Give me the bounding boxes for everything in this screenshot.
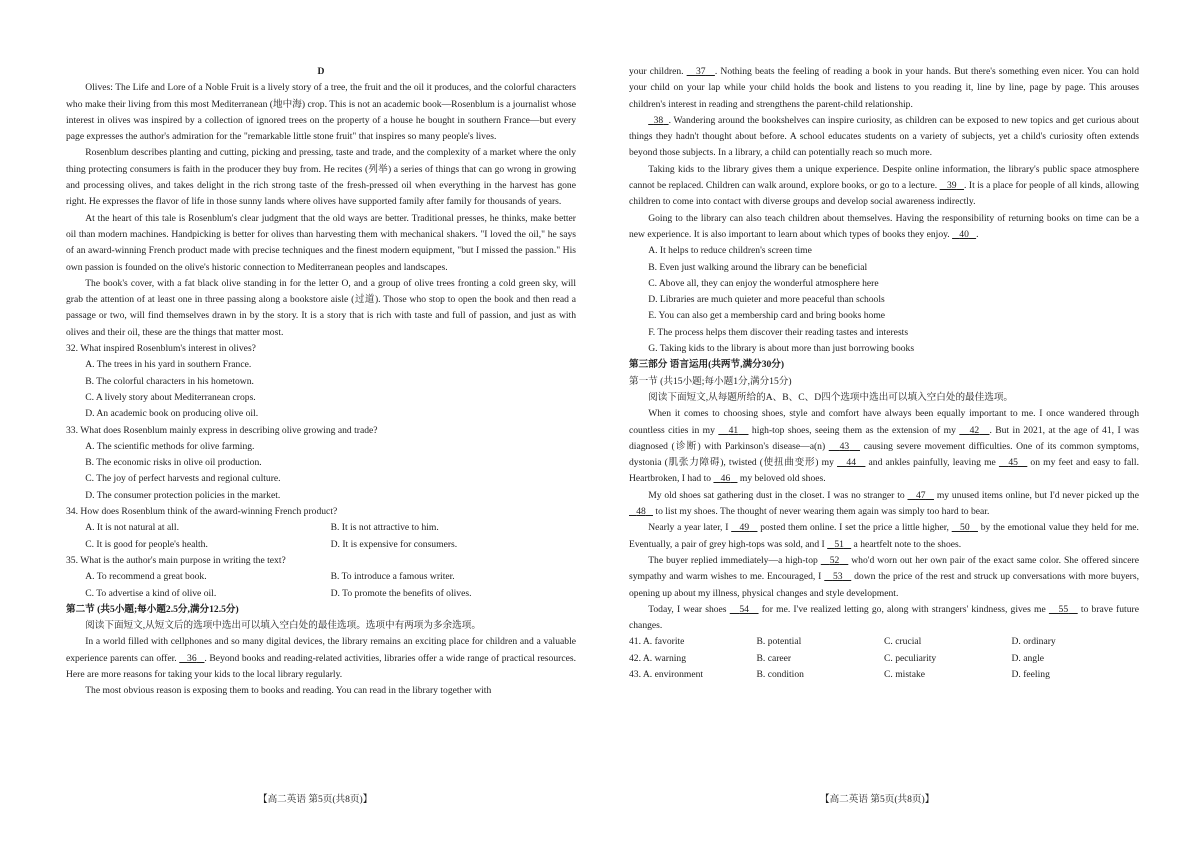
blank-50: 50 [960, 522, 970, 534]
option-33c: C. The joy of perfect harvests and regional culture. [85, 473, 281, 485]
choice-e: E. You can also get a membership card and bring books home [648, 310, 886, 322]
option-33b: B. The economic risks in olive oil production. [85, 457, 262, 469]
choice-a: A. It helps to reduce children's screen time [648, 245, 812, 257]
passage-paragraph-3: At the heart of this tale is Rosenblum's clear judgment that the old ways are better. Traditional presses, he thinks, make better oil than modern machines. Handpicking is better for olives than harvesting them with mechanical shakers. "I loved the oil," he says of an award-winning French product made with precise techniques and the finest modern equipment, "but I missed the passion." His own passion is founded on the olive's historic connection to Mediterranean peoples and landscapes. [66, 212, 576, 273]
choice-b: B. Even just walking around the library can be beneficial [648, 261, 868, 273]
blank-37: 37 [695, 66, 706, 77]
choice-43c: C. mistake [884, 668, 926, 680]
cloze-paragraph-1: When it comes to choosing shoes, style and comfort have always been equally important to me. I once wandered through countless cities in my 41 high-top shoes, seeing them as the extension of my 42 . But in 2021, at the age of 41, I was diagnosed (诊断) with Parkinson's disease—a(n) 43 causing severe movement difficulties. One of its common symptoms, dystonia (肌张力障碍), twisted (使扭曲变形) my 44 and ankles painfully, leaving me 45 on my feet and easy to fall. Heartbroken, I had to 46 my beloved old shoes. [629, 408, 1140, 485]
part2-paragraph-1: In a world filled with cellphones and so many digital devices, the library remains an exciting place for children and a valuable experience parents can offer. 36 . Beyond books and reading-related activities, libraries offer a wide range of practical resources. Here are more reasons for taking your kids to the local library regularly. [66, 636, 576, 680]
part2-paragraph-5: Going to the library can also teach children about themselves. Having the responsibility of returning books on time can be a new experience. It is also important to learn about which types of books they enjoy. 40 . [629, 212, 1139, 240]
blank-43: 43 [839, 440, 850, 452]
choice-41d: D. ordinary [1011, 636, 1056, 648]
blank-51: 51 [834, 538, 844, 550]
option-34d: D. It is expensive for consumers. [330, 538, 458, 550]
blank-53: 53 [832, 571, 843, 583]
blank-46: 46 [720, 473, 731, 485]
choices-row-42 [629, 651, 1139, 667]
part2-paragraph-3: 38 . Wandering around the bookshelves can inspire curiosity, as children can be exposed to new topics and get curious about things they hadn't thought about before. A school educates students on a variety of subjects, yet a child's curiosity often extends beyond those subjects. In a library, a child can potentially reach so much more. [629, 114, 1140, 159]
question-35: 35. What is the author's main purpose in writing the text? [66, 554, 286, 566]
blank-55: 55 [1058, 603, 1069, 615]
part2-instruction: 阅读下面短文,从短文后的选项中选出可以填入空白处的最佳选项。选项中有两项为多余选项。 [85, 620, 481, 632]
choice-42d: D. angle [1011, 652, 1045, 664]
option-35b: B. To introduce a famous writer. [330, 571, 455, 583]
left-page [66, 64, 576, 700]
blank-40: 40 [959, 228, 969, 240]
part2-paragraph-4: Taking kids to the library gives them a unique experience. Despite online information, the library's public space atmosphere cannot be replaced. Children can walk around, explore books, or go to a lecture. 39 . It is a place for people of all kinds, allowing children to come into contact with diverse groups and develop social awareness indirectly. [629, 163, 1139, 208]
options-34-row1 [66, 520, 576, 536]
blank-41: 41 [728, 424, 739, 436]
option-35d: D. To promote the benefits of olives. [330, 587, 472, 599]
choice-43d: D. feeling [1011, 668, 1050, 680]
question-33: 33. What does Rosenblum mainly express in describing olive growing and trade? [66, 424, 378, 436]
part3-heading: 第三部分 语言运用(共两节,满分30分) [629, 359, 785, 371]
question-34: 34. How does Rosenblum think of the award-winning French product? [66, 506, 338, 518]
choice-d: D. Libraries are much quieter and more peaceful than schools [648, 294, 885, 306]
left-page-footer: 【高二英语 第5页(共8页)】 [258, 794, 373, 805]
blank-54: 54 [739, 603, 749, 615]
choice-f: F. The process helps them discover their reading tastes and interests [648, 326, 909, 338]
passage-paragraph-1: Olives: The Life and Lore of a Noble Fruit is a lively story of a tree, the fruit and the oil it produces, and the colorful characters who make their living from this most Mediterranean (地中海) crop. This is not an academic book—Rosenblum is a journalist whose interest in olives was inspired by a collection of ignored trees on the property of a house he bought in southern France—but every page expresses the author's admiration for the "remarkable little stone fruit" that inspires so many people's lives. [66, 82, 576, 143]
option-33d: D. The consumer protection policies in the market. [85, 489, 281, 501]
blank-49: 49 [739, 522, 750, 534]
blank-52: 52 [829, 554, 840, 566]
option-32c: C. A lively story about Mediterranean crops. [85, 391, 256, 403]
option-35a: A. To recommend a great book. [85, 571, 207, 583]
option-34c: C. It is good for people's health. [85, 538, 208, 550]
choice-42c: C. peculiarity [884, 652, 937, 664]
option-33a: A. The scientific methods for olive farming. [85, 440, 255, 452]
right-page-footer: 【高二英语 第5页(共8页)】 [820, 794, 935, 805]
part2-paragraph-2-cont: your children. 37 . Nothing beats the feeling of reading a book in your hands. But there's something even nicer. You can hold your child on your lap while your child holds the book and listens to you reading it, line by line, page by page. This arouses children's interest in reading and strengthens the parent-child relationship. [629, 66, 1140, 110]
part2-paragraph-2: The most obvious reason is exposing them to books and reading. You can read in the library together with [85, 685, 492, 697]
blank-36: 36 [187, 652, 197, 664]
cloze-paragraph-5: Today, I wear shoes 54 for me. I've realized letting go, along with strangers' kindness, gives me 55 to brave future changes. [629, 603, 1139, 632]
blank-48: 48 [636, 506, 646, 518]
options-35-row1 [66, 569, 576, 585]
option-32d: D. An academic book on producing olive oil. [85, 408, 259, 420]
part3-subheading: 第一节 (共15小题;每小题1分,满分15分) [629, 375, 792, 387]
section-title: D [317, 66, 325, 77]
choice-42a: 42. A. warning [629, 652, 687, 664]
choice-c: C. Above all, they can enjoy the wonderful atmosphere here [648, 277, 879, 289]
option-35c: C. To advertise a kind of olive oil. [85, 587, 217, 599]
cloze-paragraph-3: Nearly a year later, I 49 posted them online. I set the price a little higher, 50 by the emotional value they held for me. Eventually, a pair of grey high-tops was sold, and I 51 a heartfelt note to the shoes. [629, 522, 1139, 550]
option-32b: B. The colorful characters in his hometown. [85, 375, 254, 387]
blank-38: 38 [653, 114, 664, 126]
options-34-row2 [66, 537, 576, 553]
blank-39: 39 [947, 180, 957, 192]
blank-47: 47 [915, 489, 926, 501]
choice-43b: B. condition [756, 668, 804, 680]
blank-42: 42 [969, 424, 980, 436]
question-32: 32. What inspired Rosenblum's interest in olives? [66, 343, 256, 355]
options-35-row2 [66, 586, 576, 602]
choice-42b: B. career [756, 652, 792, 664]
right-page [629, 64, 1139, 683]
blank-44: 44 [846, 457, 857, 469]
choice-41b: B. potential [756, 636, 802, 648]
choice-41c: C. crucial [884, 636, 922, 648]
choice-43a: 43. A. environment [629, 668, 704, 680]
option-34a: A. It is not natural at all. [85, 522, 179, 534]
part2-heading: 第二节 (共5小题;每小题2.5分,满分12.5分) [66, 603, 239, 615]
cloze-paragraph-4: The buyer replied immediately—a high-top 52 who'd worn out her own pair of the exact same color. She offered sincere sympathy and warm wishes to me. Encouraged, I 53 down the price of the rest and struck up conversations with more buyers, opening up about my illness, physical changes and style development. [629, 554, 1140, 599]
blank-45: 45 [1008, 457, 1018, 469]
option-34b: B. It is not attractive to him. [330, 522, 439, 534]
choice-g: G. Taking kids to the library is about more than just borrowing books [648, 343, 915, 355]
passage-paragraph-4: The book's cover, with a fat black olive standing in for the letter O, and a group of olive trees fronting a cold green sky, will grab the attention of at least one in three passing along a bookstore aisle (过道). Those who stop to open the book and then read a passage or two, will find themselves drawn in by the story. It is a story that is rich with taste and full of passion, and just as with olives and their oil, these are the things that matter most. [66, 277, 576, 338]
option-32a: A. The trees in his yard in southern France. [85, 359, 252, 371]
part3-instruction: 阅读下面短文,从每题所给的A、B、C、D四个选项中选出可以填入空白处的最佳选项。 [648, 391, 1014, 403]
cloze-paragraph-2: My old shoes sat gathering dust in the closet. I was no stranger to 47 my unused items online, but I'd never picked up the 48 to list my shoes. The thought of never wearing them again was simply too hard to bear. [629, 488, 1139, 521]
choices-row-43 [629, 667, 1139, 683]
choice-41a: 41. A. favorite [629, 636, 685, 648]
choices-row-41 [629, 634, 1139, 650]
passage-paragraph-2: Rosenblum describes planting and cutting, picking and pressing, taste and trade, and the complexity of a market where the only thing protecting consumers is faith in the producer they buy from. He recites (列举) a series of things that can go wrong in growing and processing olives, and takes delight in the rich strong taste of the fresh-pressed oil when everything in the harvest has gone right. He expresses the flavor of life in those sunny lands where olives have supported family after family for thousands of years. [66, 147, 576, 208]
